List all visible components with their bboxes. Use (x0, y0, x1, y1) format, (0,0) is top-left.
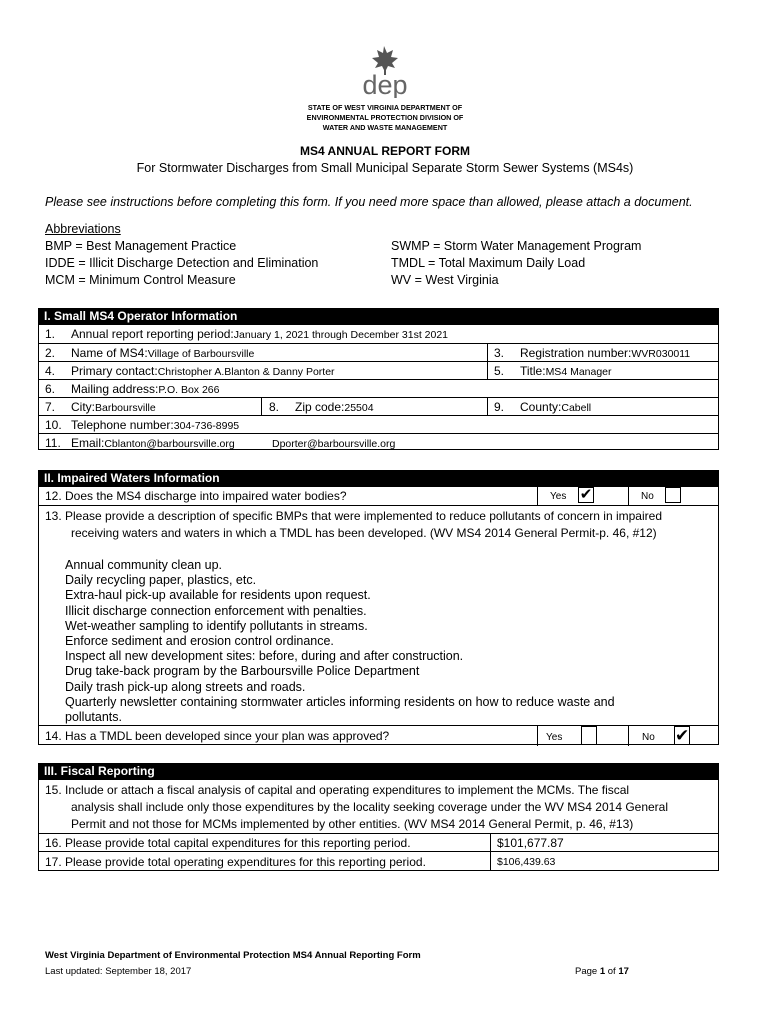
dep-logo (350, 44, 420, 98)
row-impaired-waters (39, 487, 718, 505)
q12-yes-checkbox[interactable]: ✔ (579, 486, 593, 503)
abbr-bmp: BMP = Best Management Practice (45, 239, 237, 253)
operating-expenditures-field[interactable]: $106,439.63 (497, 856, 556, 868)
section3-heading: III. Fiscal Reporting (38, 763, 719, 779)
agency-name: STATE OF WEST VIRGINIA DEPARTMENT OF ENVIRONMENTAL PROTECTION DIVISION OF WATER AND WASTE MANAGEMENT (306, 103, 464, 132)
section2-heading: II. Impaired Waters Information (38, 470, 719, 486)
footer-updated: Last updated: September 18, 2017 (45, 966, 192, 977)
svg-text:dep: dep (362, 70, 408, 98)
row-telephone: 10. Telephone number:304-736-8995 (39, 415, 718, 433)
abbreviations-left (45, 221, 318, 289)
bmp-item: pollutants. (65, 710, 122, 725)
mailing-address-field[interactable]: P.O. Box 266 (158, 384, 220, 396)
row-bmp-description (39, 505, 718, 725)
abbreviations-heading: Abbreviations (45, 222, 121, 236)
q16-text: 16. Please provide total capital expenditures for this reporting period. (45, 836, 411, 850)
abbr-wv: WV = West Virginia (391, 273, 499, 287)
form-subtitle: For Stormwater Discharges from Small Municipal Separate Storm Sewer Systems (MS4s) (136, 161, 634, 175)
bmp-item: Quarterly newsletter containing stormwater articles informing residents on how to reduce waste and (65, 694, 615, 709)
bmp-item: Annual community clean up. (65, 558, 223, 572)
q14-text: 14. Has a TMDL been developed since your plan was approved? (45, 729, 390, 743)
row-city-zip-county: 7. City:Barboursville 8. Zip code:25504 9. County:Cabell (39, 397, 718, 415)
abbr-mcm: MCM = Minimum Control Measure (45, 273, 236, 287)
county-field[interactable]: Cabell (561, 402, 592, 414)
q14-yes-label: Yes (546, 732, 563, 743)
q15-text: 15. Include or attach a fiscal analysis of capital and operating expenditures to implement the MCMs. The fiscal analysis shall include only those expenditures by the locality seeking coverage under the WV MS4 2014 General Permit and not those for MCMs implemented by other entities. (WV MS4 2014 General Permit, p. 46, #13) (45, 783, 669, 831)
row-fiscal-analysis (39, 780, 718, 833)
ms4-name-field[interactable]: Village of Barboursville (147, 348, 255, 360)
row-ms4-name: 2. Name of MS4:Village of Barboursville 3. Registration number:WVR030011 (39, 343, 718, 361)
row-tmdl (39, 725, 718, 745)
section2-table (38, 486, 719, 745)
page-number: Page 1 of 17 (575, 966, 629, 977)
bmp-item: Wet-weather sampling to identify pollutants in streams. (65, 618, 368, 633)
q14-yes-checkbox[interactable] (581, 726, 597, 745)
abbr-idde: IDDE = Illicit Discharge Detection and Elimination (45, 256, 319, 270)
capital-expenditures-field[interactable]: $101,677.87 (497, 836, 564, 850)
q12-yes-label: Yes (550, 491, 567, 502)
bmp-item: Inspect all new development sites: before, during and after construction. (65, 649, 464, 664)
section1-heading: I. Small MS4 Operator Information (38, 308, 719, 324)
row-reporting-period: 1. Annual report reporting period:January 1, 2021 through December 31st 2021 (45, 327, 449, 341)
email-field-1[interactable]: Cblanton@barboursville.org (104, 438, 235, 450)
q12-no-label: No (641, 491, 654, 502)
section1-table (38, 324, 719, 450)
title-field[interactable]: MS4 Manager (545, 366, 612, 378)
primary-contact-field[interactable]: Christopher A.Blanton & Danny Porter (157, 366, 335, 378)
bmp-item: Illicit discharge connection enforcement with penalties. (65, 603, 367, 618)
bmp-list-field[interactable] (65, 558, 615, 725)
instructions-text: Please see instructions before completing this form. If you need more space than allowed, please attach a document. (45, 195, 693, 209)
zip-code-field[interactable]: 25504 (344, 402, 374, 414)
row-mailing-address: 6. Mailing address:P.O. Box 266 (39, 379, 718, 397)
bmp-item: Enforce sediment and erosion control ordinance. (65, 634, 334, 649)
q14-no-label: No (642, 732, 655, 743)
abbr-swmp: SWMP = Storm Water Management Program (391, 239, 642, 253)
reporting-period-field[interactable]: January 1, 2021 through December 31st 2021 (233, 329, 449, 341)
q12-no-checkbox[interactable] (665, 487, 681, 503)
row-primary-contact: 4. Primary contact:Christopher A.Blanton & Danny Porter 5. Title:MS4 Manager (39, 361, 718, 379)
abbreviations-right (391, 238, 641, 289)
section3-table (38, 779, 719, 871)
q13-text: 13. Please provide a description of specific BMPs that were implemented to reduce pollutants of concern in impaired receiving waters and waters in which a TMDL has been developed. (WV MS4 2014 General Permit-p. 46, #12) (45, 509, 662, 540)
email-field-2[interactable]: Dporter@barboursville.org (272, 438, 396, 450)
bmp-item: Drug take-back program by the Barboursville Police Department (65, 664, 420, 679)
city-field[interactable]: Barboursville (95, 402, 156, 414)
row-email: 11. Email:Cblanton@barboursville.org Dporter@barboursville.org (39, 433, 718, 450)
bmp-item: Daily recycling paper, plastics, etc. (65, 573, 257, 588)
row-operating-expenditures (39, 851, 718, 870)
q17-text: 17. Please provide total operating expenditures for this reporting period. (45, 855, 426, 869)
row-capital-expenditures (39, 833, 718, 851)
q14-no-checkbox[interactable]: ✔ (675, 726, 690, 745)
abbr-tmdl: TMDL = Total Maximum Daily Load (391, 256, 586, 270)
bmp-item: Daily trash pick-up along streets and roads. (65, 679, 306, 694)
q12-text: 12. Does the MS4 discharge into impaired water bodies? (45, 489, 347, 503)
footer-title: West Virginia Department of Environmental Protection MS4 Annual Reporting Form (45, 950, 421, 961)
telephone-field[interactable]: 304-736-8995 (173, 420, 240, 432)
registration-number-field[interactable]: WVR030011 (631, 348, 691, 360)
form-title: MS4 ANNUAL REPORT FORM (299, 144, 470, 158)
bmp-item: Extra-haul pick-up available for residents upon request. (65, 588, 371, 603)
